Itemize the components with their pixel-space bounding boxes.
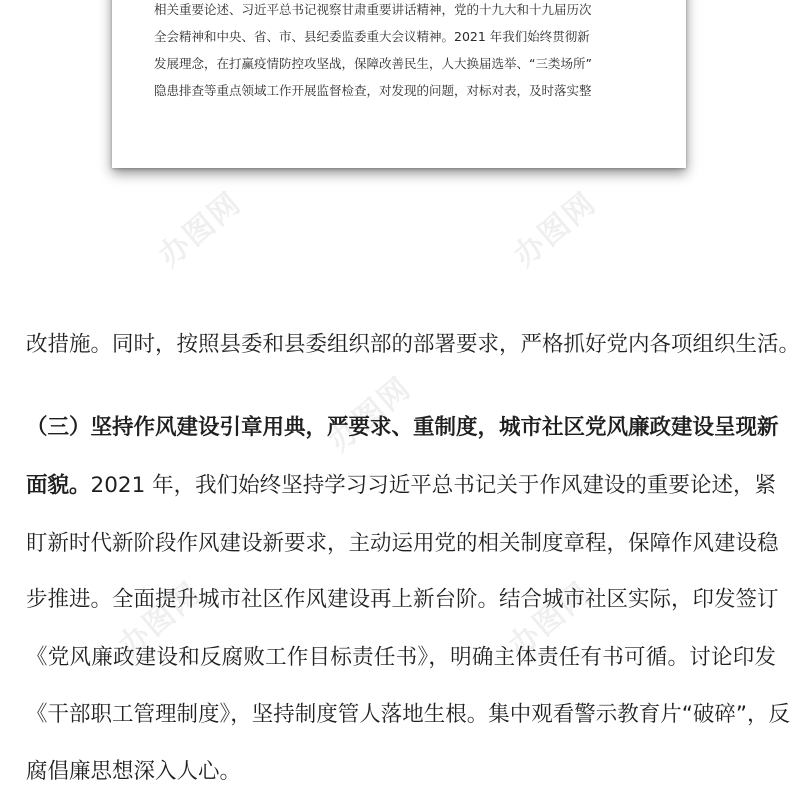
section-heading-end: 面貌。 bbox=[26, 473, 91, 498]
watermark: 办图网 bbox=[502, 575, 599, 664]
body-line-7: 《干部职工管理制度》，坚持制度管人落地生根。集中观看警示教育片“破碎”，反 bbox=[26, 702, 791, 727]
watermark: 办图网 bbox=[507, 185, 604, 274]
watermark: 办图网 bbox=[322, 370, 419, 459]
preview-card bbox=[112, 0, 686, 168]
body-line-5: 步推进。全面提升城市社区作风建设再上新台阶。结合城市社区实际，印发签订 bbox=[26, 587, 779, 612]
card-line-1: 相关重要论述、习近平总书记视察甘肃重要讲话精神，党的十九大和十九届历次 bbox=[154, 2, 592, 17]
body-line-6: 《党风廉政建设和反腐败工作目标责任书》，明确主体责任有书可循。讨论印发 bbox=[26, 645, 776, 670]
card-line-4: 隐患排查等重点领域工作开展监督检查，对发现的问题，对标对表，及时落实整 bbox=[154, 83, 592, 98]
card-line-3: 发展理念，在打赢疫情防控攻坚战，保障改善民生，人大换届选举、“三类场所” bbox=[154, 56, 592, 71]
body-line-3 bbox=[26, 471, 776, 501]
body-line-4: 盯新时代新阶段作风建设新要求，主动运用党的相关制度章程，保障作风建设稳 bbox=[26, 531, 779, 556]
watermark: 办图网 bbox=[152, 185, 249, 274]
card-line-2: 全会精神和中央、省、市、县纪委监委重大会议精神。2021 年我们始终贯彻新 bbox=[154, 29, 590, 44]
section-heading: （三）坚持作风建设引章用典，严要求、重制度，城市社区党风廉政建设呈现新 bbox=[26, 415, 779, 440]
body-line-8: 腐倡廉思想深入人心。 bbox=[26, 759, 242, 784]
watermark: 办图网 bbox=[112, 575, 209, 664]
body-line-1: 改措施。同时，按照县委和县委组织部的部署要求，严格抓好党内各项组织生活。 bbox=[26, 332, 800, 357]
body-line-3-text: 2021 年，我们始终坚持学习习近平总书记关于作风建设的重要论述，紧 bbox=[90, 473, 776, 498]
